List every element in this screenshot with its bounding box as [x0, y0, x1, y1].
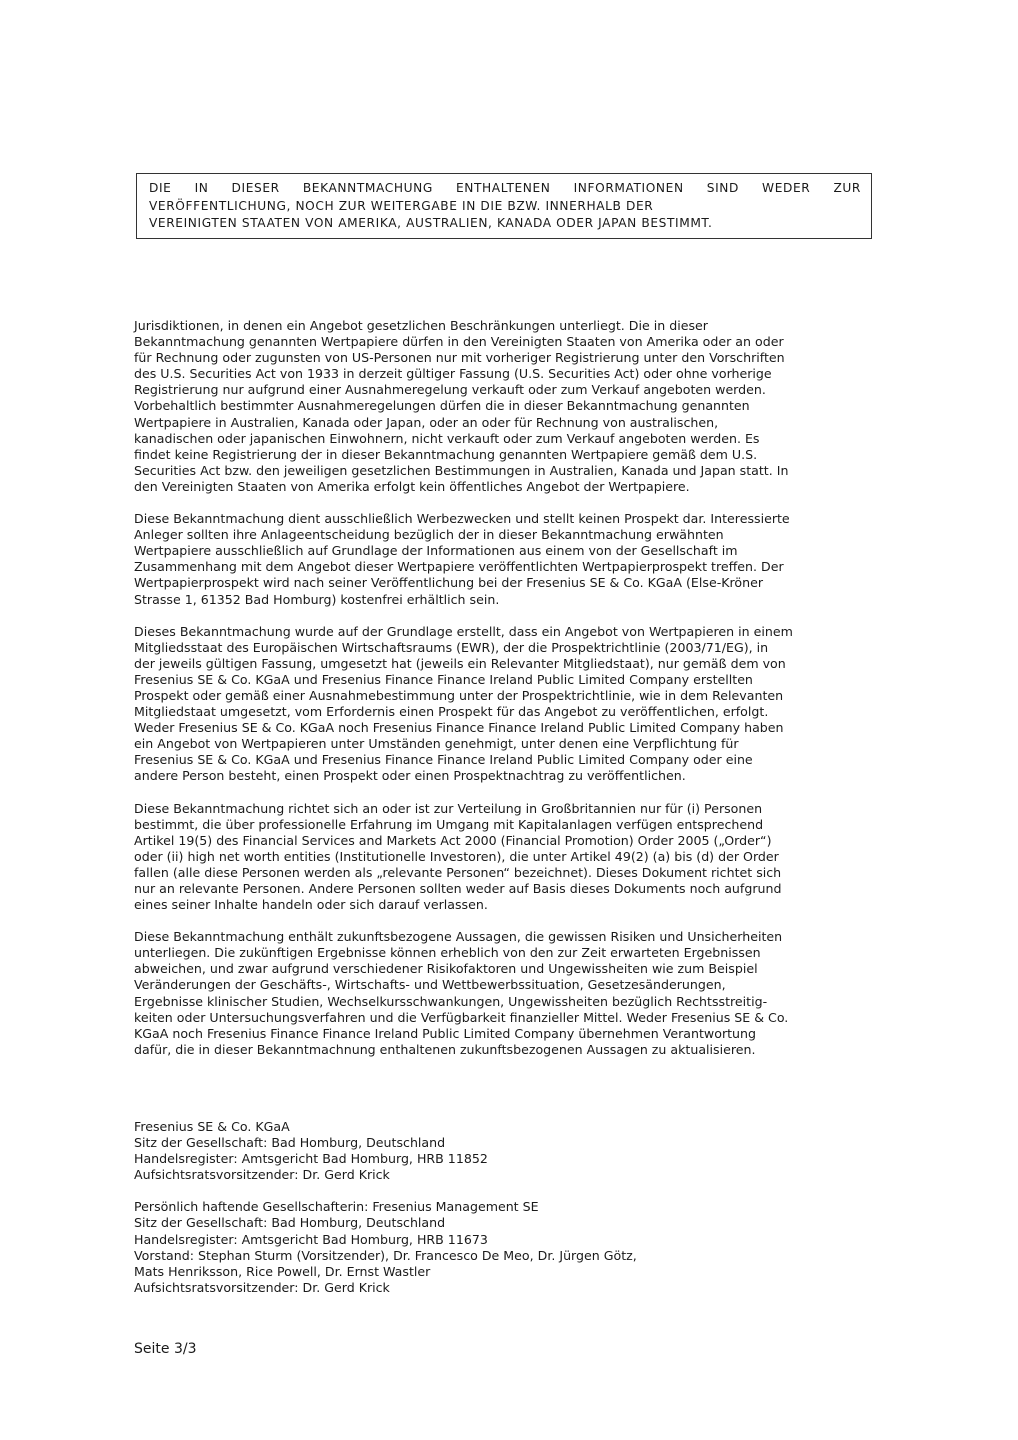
notice-line: DIE IN DIESER BEKANNTMACHUNG ENTHALTENEN INFORMATIONEN SIND WEDER ZUR	[149, 181, 861, 195]
text-line: KGaA noch Fresenius Finance Finance Ireland Public Limited Company übernehmen Verantwortung	[134, 1025, 757, 1041]
company-info	[134, 1119, 834, 1312]
company-info-line: Aufsichtsratsvorsitzender: Dr. Gerd Krick	[134, 1167, 390, 1183]
company-info-line: Handelsregister: Amtsgericht Bad Homburg, HRB 11673	[134, 1231, 488, 1247]
text-line: oder (ii) high net worth entities (Institutionelle Investoren), die unter Artikel 49(2) (a) bis (d) der Order	[134, 848, 779, 864]
text-line: bestimmt, die über professionelle Erfahrung im Umgang mit Kapitalanlagen verfügen entsprechend	[134, 816, 764, 832]
text-line: abweichen, und zwar aufgrund verschiedener Risikofaktoren und Ungewissheiten wie zum Beispiel	[134, 961, 758, 977]
text-line: unterliegen. Die zukünftigen Ergebnisse können erheblich von den zur Zeit erwarteten Ergebnissen	[134, 945, 761, 961]
text-line: kanadischen oder japanischen Einwohnern, nicht verkauft oder zum Verkauf angeboten werden. Es	[134, 430, 760, 446]
company-info-management-se	[134, 1199, 834, 1296]
text-line: Fresenius SE & Co. KGaA und Fresenius Finance Finance Ireland Public Limited Company erstellten	[134, 671, 753, 687]
paragraph-advertising	[134, 511, 834, 608]
text-line: Weder Fresenius SE & Co. KGaA noch Fresenius Finance Finance Ireland Public Limited Company haben	[134, 720, 784, 736]
text-line: Wertpapiere ausschließlich auf Grundlage der Informationen aus einem von der Gesellschaft im	[134, 543, 738, 559]
text-line: findet keine Registrierung der in dieser Bekanntmachung genannten Wertpapiere gemäß dem U.S.	[134, 446, 758, 462]
text-line: Artikel 19(5) des Financial Services and Markets Act 2000 (Financial Promotion) Order 2005 („Order“)	[134, 832, 772, 848]
text-line: des U.S. Securities Act von 1933 in derzeit gültiger Fassung (U.S. Securities Act) oder ohne vorherige	[134, 366, 772, 382]
company-info-line: Persönlich haftende Gesellschafterin: Fresenius Management SE	[134, 1199, 539, 1215]
text-line: Veränderungen der Geschäfts-, Wirtschafts- und Wettbewerbssituation, Gesetzesänderungen,	[134, 977, 726, 993]
company-info-fresenius-se	[134, 1119, 834, 1183]
company-info-line: Sitz der Gesellschaft: Bad Homburg, Deutschland	[134, 1135, 446, 1151]
text-line: Diese Bekanntmachung richtet sich an oder ist zur Verteilung in Großbritannien nur für (i) Personen	[134, 800, 763, 816]
text-line: Prospekt oder gemäß einer Ausnahmebestimmung unter der Prospektrichtlinie, wie in dem Relevanten	[134, 687, 784, 703]
paragraph-forward-looking	[134, 929, 834, 1058]
company-info-line: Vorstand: Stephan Sturm (Vorsitzender), Dr. Francesco De Meo, Dr. Jürgen Götz,	[134, 1247, 637, 1263]
text-line: andere Person besteht, einen Prospekt oder einen Prospektnachtrag zu veröffentlichen.	[134, 768, 686, 784]
paragraph-jurisdictions	[134, 318, 834, 495]
company-info-line: Mats Henriksson, Rice Powell, Dr. Ernst Wastler	[134, 1263, 431, 1279]
paragraph-ewr	[134, 624, 834, 785]
text-line: ein Angebot von Wertpapieren unter Umständen genehmigt, unter denen eine Verpflichtung für	[134, 736, 739, 752]
text-line: Securities Act bzw. den jeweiligen gesetzlichen Bestimmungen in Australien, Kanada und Japan statt. In	[134, 462, 789, 478]
text-line: eines seiner Inhalte handeln oder sich darauf verlassen.	[134, 897, 488, 913]
text-line: Jurisdiktionen, in denen ein Angebot gesetzlichen Beschränkungen unterliegt. Die in dieser	[134, 318, 708, 333]
text-line: fallen (alle diese Personen werden als „relevante Personen“ bezeichnet). Dieses Dokument richtet sich	[134, 864, 782, 880]
text-line: Registrierung nur aufgrund einer Ausnahmeregelung verkauft oder zum Verkauf angeboten werden.	[134, 382, 766, 398]
text-line: Strasse 1, 61352 Bad Homburg) kostenfrei erhältlich sein.	[134, 591, 500, 607]
notice-line: VEREINIGTEN STAATEN VON AMERIKA, AUSTRALIEN, KANADA ODER JAPAN BESTIMMT.	[149, 216, 713, 230]
text-line: dafür, die in dieser Bekanntmachnung enthaltenen zukunftsbezogenen Aussagen zu aktualisieren.	[134, 1041, 756, 1057]
text-line: Anleger sollten ihre Anlageentscheidung bezüglich der in dieser Bekanntmachung erwähnten	[134, 527, 724, 543]
paragraph-uk	[134, 801, 834, 914]
text-line: Diese Bekanntmachung dient ausschließlich Werbezwecken und stellt keinen Prospekt dar. Interessierte	[134, 511, 790, 527]
text-line: Fresenius SE & Co. KGaA und Fresenius Finance Finance Ireland Public Limited Company oder eine	[134, 752, 753, 768]
text-line: nur an relevante Personen. Andere Personen sollten weder auf Basis dieses Dokuments noch aufgrund	[134, 881, 782, 896]
document-body	[134, 318, 834, 1074]
page-number: Seite 3/3	[134, 1341, 197, 1357]
text-line: Diese Bekanntmachung enthält zukunftsbezogene Aussagen, die gewissen Risiken und Unsicherheiten	[134, 929, 783, 945]
company-info-line: Fresenius SE & Co. KGaA	[134, 1119, 290, 1134]
text-line: Wertpapierprospekt wird nach seiner Veröffentlichung bei der Fresenius SE & Co. KGaA (Else-Kröner	[134, 575, 764, 591]
text-line: Mitgliedsstaat des Europäischen Wirtschaftsraums (EWR), der die Prospektrichtlinie (2003/71/EG), in	[134, 639, 769, 655]
text-line: Mitgliedstaat umgesetzt, vom Erfordernis einen Prospekt für das Angebot zu veröffentlichen, erfolgt.	[134, 704, 769, 720]
text-line: keiten oder Untersuchungsverfahren und die Verfügbarkeit finanzieller Mittel. Weder Fresenius SE & Co.	[134, 1009, 789, 1025]
notice-line: VERÖFFENTLICHUNG, NOCH ZUR WEITERGABE IN DIE BZW. INNERHALB DER	[149, 198, 654, 213]
text-line: Bekanntmachung genannten Wertpapiere dürfen in den Vereinigten Staaten von Amerika oder an oder	[134, 334, 784, 350]
text-line: Zusammenhang mit dem Angebot dieser Wertpapiere veröffentlichten Wertpapierprospekt treffen. Der	[134, 559, 784, 575]
disclaimer-notice-box	[136, 173, 872, 239]
text-line: Dieses Bekanntmachung wurde auf der Grundlage erstellt, dass ein Angebot von Wertpapieren in einem	[134, 623, 793, 639]
text-line: Wertpapiere in Australien, Kanada oder Japan, oder an oder für Rechnung von australischen,	[134, 414, 719, 430]
company-info-line: Handelsregister: Amtsgericht Bad Homburg, HRB 11852	[134, 1151, 488, 1167]
text-line: den Vereinigten Staaten von Amerika erfolgt kein öffentliches Angebot der Wertpapiere.	[134, 478, 690, 494]
text-line: Vorbehaltlich bestimmter Ausnahmeregelungen dürfen die in dieser Bekanntmachung genannten	[134, 398, 750, 414]
text-line: für Rechnung oder zugunsten von US-Personen nur mit vorheriger Registrierung unter den Vorschriften	[134, 350, 785, 366]
text-line: Ergebnisse klinischer Studien, Wechselkursschwankungen, Ungewissheiten bezüglich Rechtsstreitig-	[134, 993, 768, 1009]
company-info-line: Aufsichtsratsvorsitzender: Dr. Gerd Krick	[134, 1279, 390, 1295]
company-info-line: Sitz der Gesellschaft: Bad Homburg, Deutschland	[134, 1215, 446, 1231]
text-line: der jeweils gültigen Fassung, umgesetzt hat (jeweils ein Relevanter Mitgliedstaat), nur gemäß dem von	[134, 655, 786, 671]
